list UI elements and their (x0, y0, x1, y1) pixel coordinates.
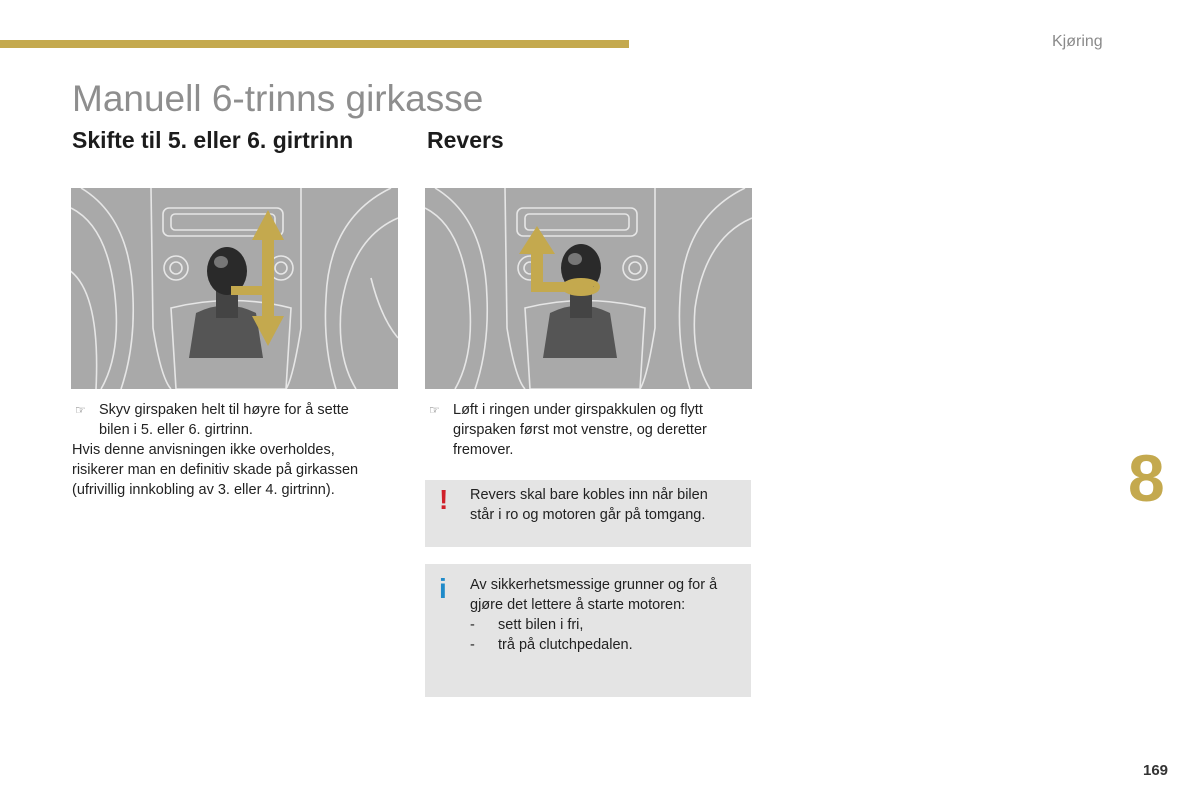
gearshift-5-6-illustration (71, 188, 398, 389)
left-instructions (72, 400, 392, 500)
section-label: Kjøring (1052, 33, 1103, 50)
left-paragraph: Hvis denne anvisningen ikke overholdes, risikerer man en definitiv skade på girkassen (ufrivillig innkobling av 3. eller 4. girtrinn). (72, 442, 359, 498)
info-line: Av sikkerhetsmessige grunner og for å (470, 577, 718, 593)
hand-pointer-icon: ☞ (75, 403, 86, 417)
right-heading: Revers (427, 127, 504, 153)
reverse-gear-illustration (425, 188, 752, 389)
warning-line: Revers skal bare kobles inn når bilen (470, 487, 708, 503)
page-title: Manuell 6-trinns girkasse (72, 78, 484, 119)
warning-line: står i ro og motoren går på tomgang. (470, 507, 706, 523)
info-box (425, 564, 751, 697)
warning-box (425, 480, 751, 547)
right-bullet: ☞ Løft i ringen under girspakkulen og flytt girspaken først mot venstre, og deretter fremover. (426, 400, 751, 460)
list-item: - sett bilen i fri, (470, 617, 584, 633)
info-icon: i (439, 573, 447, 604)
list-item: - trå på clutchpedalen. (470, 637, 633, 653)
header-accent-bar (0, 40, 629, 48)
left-heading: Skifte til 5. eller 6. girtrinn (72, 127, 354, 153)
page-number: 169 (1143, 762, 1169, 779)
hand-pointer-icon: ☞ (429, 403, 440, 417)
warning-icon: ! (439, 484, 449, 515)
left-bullet: ☞ Skyv girspaken helt til høyre for å sette bilen i 5. eller 6. girtrinn. (72, 400, 392, 440)
info-line: gjøre det lettere å starte motoren: (470, 597, 686, 613)
chapter-number: 8 (1128, 441, 1165, 515)
right-instructions (426, 400, 751, 460)
